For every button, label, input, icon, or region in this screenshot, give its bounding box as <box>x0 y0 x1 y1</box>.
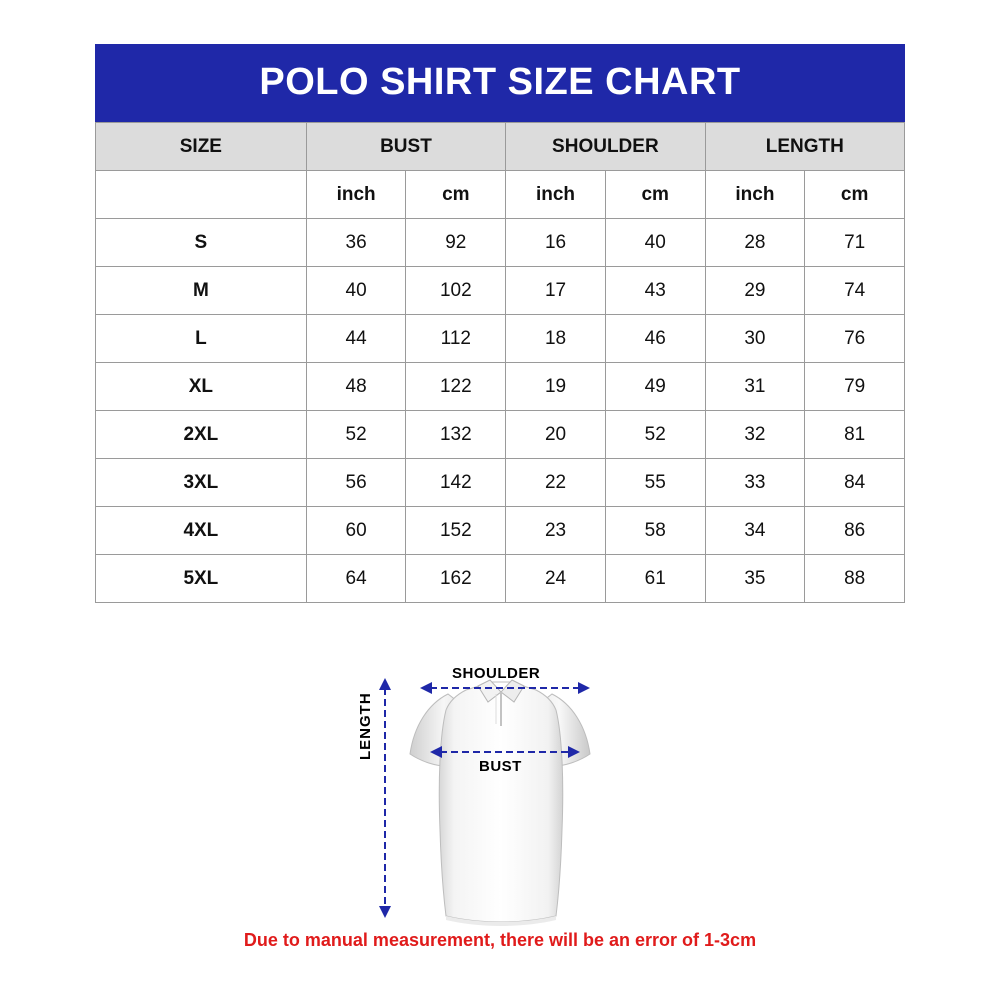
cell-bust-inch: 60 <box>306 507 406 555</box>
cell-shoulder-inch: 17 <box>506 267 606 315</box>
cell-length-cm: 74 <box>805 267 905 315</box>
cell-shoulder-cm: 55 <box>605 459 705 507</box>
cell-shoulder-inch: 24 <box>506 555 606 603</box>
header-unit-bust-inch: inch <box>306 171 406 219</box>
table-row <box>96 363 905 411</box>
cell-bust-inch: 64 <box>306 555 406 603</box>
header-unit-blank <box>96 171 307 219</box>
cell-size: 2XL <box>96 411 307 459</box>
table-header-groups <box>96 123 905 171</box>
cell-bust-cm: 112 <box>406 315 506 363</box>
cell-shoulder-cm: 46 <box>605 315 705 363</box>
table-row <box>96 219 905 267</box>
cell-length-cm: 84 <box>805 459 905 507</box>
cell-length-inch: 29 <box>705 267 805 315</box>
cell-shoulder-cm: 58 <box>605 507 705 555</box>
cell-shoulder-inch: 16 <box>506 219 606 267</box>
cell-bust-inch: 44 <box>306 315 406 363</box>
table-row <box>96 315 905 363</box>
cell-size: M <box>96 267 307 315</box>
cell-shoulder-inch: 23 <box>506 507 606 555</box>
length-label: LENGTH <box>357 692 374 760</box>
size-chart <box>95 44 905 603</box>
shoulder-label: SHOULDER <box>452 665 541 682</box>
cell-shoulder-inch: 22 <box>506 459 606 507</box>
page-title: POLO SHIRT SIZE CHART <box>95 44 905 122</box>
table-row <box>96 507 905 555</box>
table-row <box>96 459 905 507</box>
size-chart-table <box>95 122 905 603</box>
cell-bust-inch: 36 <box>306 219 406 267</box>
cell-bust-cm: 162 <box>406 555 506 603</box>
cell-bust-inch: 56 <box>306 459 406 507</box>
header-shoulder: SHOULDER <box>506 123 705 171</box>
table-row <box>96 411 905 459</box>
header-unit-shoulder-inch: inch <box>506 171 606 219</box>
header-unit-shoulder-cm: cm <box>605 171 705 219</box>
table-row <box>96 555 905 603</box>
cell-length-inch: 32 <box>705 411 805 459</box>
table-row <box>96 267 905 315</box>
cell-shoulder-cm: 40 <box>605 219 705 267</box>
cell-bust-cm: 122 <box>406 363 506 411</box>
header-size: SIZE <box>96 123 307 171</box>
cell-size: 3XL <box>96 459 307 507</box>
measurement-note: Due to manual measurement, there will be an error of 1-3cm <box>243 930 757 950</box>
cell-shoulder-cm: 43 <box>605 267 705 315</box>
cell-bust-inch: 40 <box>306 267 406 315</box>
cell-bust-cm: 142 <box>406 459 506 507</box>
cell-bust-cm: 92 <box>406 219 506 267</box>
length-arrow <box>375 678 395 918</box>
table-header-units <box>96 171 905 219</box>
cell-size: L <box>96 315 307 363</box>
cell-size: XL <box>96 363 307 411</box>
cell-shoulder-inch: 19 <box>506 363 606 411</box>
cell-length-inch: 31 <box>705 363 805 411</box>
cell-size: S <box>96 219 307 267</box>
header-unit-length-inch: inch <box>705 171 805 219</box>
cell-length-inch: 30 <box>705 315 805 363</box>
cell-bust-inch: 48 <box>306 363 406 411</box>
cell-length-cm: 81 <box>805 411 905 459</box>
cell-bust-cm: 102 <box>406 267 506 315</box>
cell-bust-cm: 132 <box>406 411 506 459</box>
cell-length-cm: 88 <box>805 555 905 603</box>
cell-shoulder-cm: 52 <box>605 411 705 459</box>
cell-length-inch: 28 <box>705 219 805 267</box>
header-unit-length-cm: cm <box>805 171 905 219</box>
cell-shoulder-inch: 20 <box>506 411 606 459</box>
cell-length-inch: 33 <box>705 459 805 507</box>
cell-size: 4XL <box>96 507 307 555</box>
cell-length-cm: 86 <box>805 507 905 555</box>
cell-size: 5XL <box>96 555 307 603</box>
cell-shoulder-inch: 18 <box>506 315 606 363</box>
bust-label: BUST <box>479 758 522 775</box>
cell-length-cm: 71 <box>805 219 905 267</box>
header-unit-bust-cm: cm <box>406 171 506 219</box>
cell-length-cm: 79 <box>805 363 905 411</box>
cell-shoulder-cm: 61 <box>605 555 705 603</box>
cell-length-cm: 76 <box>805 315 905 363</box>
cell-length-inch: 35 <box>705 555 805 603</box>
header-length: LENGTH <box>705 123 904 171</box>
header-bust: BUST <box>306 123 505 171</box>
cell-bust-inch: 52 <box>306 411 406 459</box>
cell-shoulder-cm: 49 <box>605 363 705 411</box>
cell-length-inch: 34 <box>705 507 805 555</box>
cell-bust-cm: 152 <box>406 507 506 555</box>
